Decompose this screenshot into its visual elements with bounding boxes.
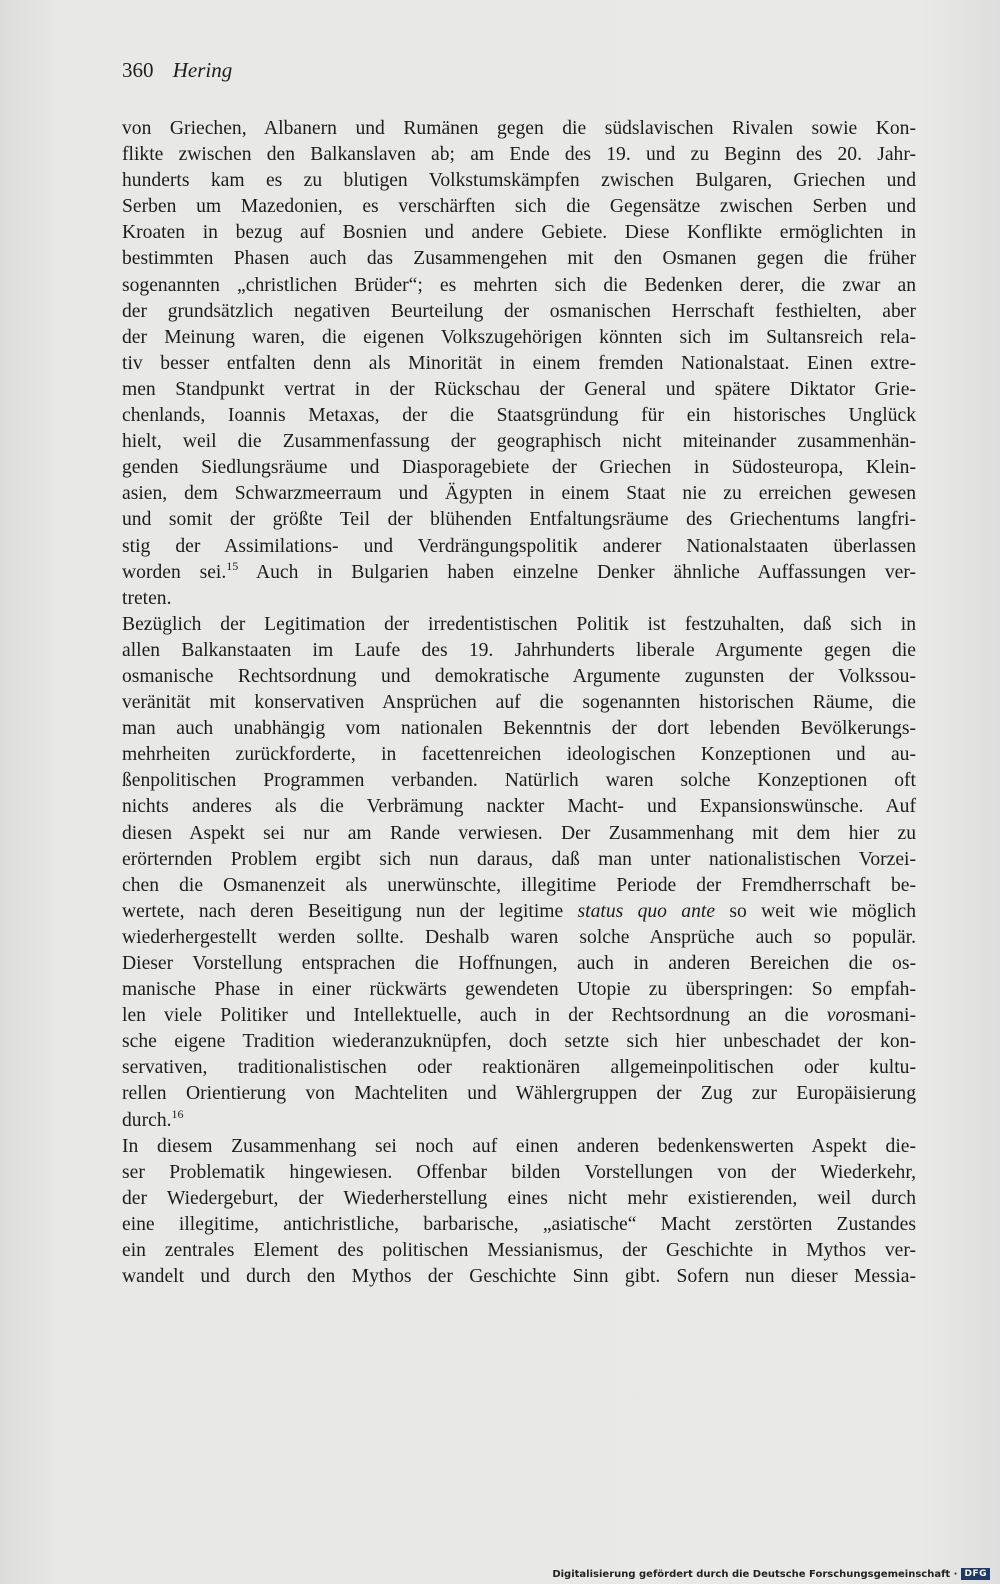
text-line: der grundsätzlich negativen Beurteilung der osmanischen Herrschaft festhielten, aber bbox=[122, 300, 916, 322]
text-line: chenlands, Ioannis Metaxas, der die Staatsgründung für ein historisches Unglück bbox=[122, 405, 916, 427]
text-line: genden Siedlungsräume und Diasporagebiete der Griechen in Südosteuropa, Klein- bbox=[122, 457, 916, 479]
dfg-logo: DFG bbox=[961, 1568, 990, 1580]
text-line: worden sei.$^{15}$ Auch in Bulgarien haben einzelne Denker ähnliche Auffassungen ver- bbox=[122, 559, 916, 583]
text-line: und somit der größte Teil der blühenden Entfaltungsräume des Griechentums langfri- bbox=[122, 509, 916, 531]
text-line: der Wiedergeburt, der Wiederherstellung eines nicht mehr existierenden, weil durch bbox=[122, 1187, 916, 1209]
text-line: men Standpunkt vertrat in der Rückschau der General und spätere Diktator Grie- bbox=[122, 378, 916, 400]
text-line: flikte zwischen den Balkanslaven ab; am Ende des 19. und zu Beginn des 20. Jahr- bbox=[122, 144, 916, 166]
text-line: osmanische Rechtsordnung und demokratische Argumente zugunsten der Volkssou- bbox=[122, 665, 916, 687]
text-line: tiv besser entfalten denn als Minorität in einem fremden Nationalstaat. Einen extre- bbox=[122, 352, 916, 374]
text-line: man auch unabhängig vom nationalen Bekenntnis der dort lebenden Bevölkerungs- bbox=[122, 718, 916, 740]
text-line: manische Phase in einer rückwärts gewendeten Utopie zu überspringen: So empfah- bbox=[122, 979, 916, 1001]
text-line: hunderts kam es zu blutigen Volkstumskämpfen zwischen Bulgaren, Griechen und bbox=[122, 170, 916, 192]
footnote-marker-15: 15 bbox=[226, 559, 239, 573]
text-line: treten. bbox=[122, 587, 172, 609]
text-line: len viele Politiker und Intellektuelle, auch in der Rechtsordnung an die vorosmani- bbox=[122, 1005, 916, 1027]
text-line: hielt, weil die Zusammenfassung der geographisch nicht miteinander zusammenhän- bbox=[122, 431, 916, 453]
text-line: diesen Aspekt sei nur am Rande verwiesen. Der Zusammenhang mit dem hier zu bbox=[122, 822, 916, 844]
text-line: asien, dem Schwarzmeerraum und Ägypten in einem Staat nie zu erreichen gewesen bbox=[122, 483, 916, 505]
text-line: sogenannten „christlichen Brüder“; es mehrten sich die Bedenken derer, die zwar an bbox=[122, 274, 916, 296]
text-line: durch.$^{16}$ bbox=[122, 1107, 184, 1131]
text-line: von Griechen, Albanern und Rumänen gegen die südslavischen Rivalen sowie Kon- bbox=[122, 118, 916, 139]
text-line: ßenpolitischen Programmen verbanden. Natürlich waren solche Konzeptionen oft bbox=[122, 770, 916, 792]
italic-phrase: status quo ante bbox=[577, 900, 716, 922]
text-line: rellen Orientierung von Machteliten und Wählergruppen der Zug zur Europäisierung bbox=[122, 1083, 916, 1105]
text-line: der Meinung waren, die eigenen Volkszugehörigen könnten sich im Sultansreich rela- bbox=[122, 326, 916, 348]
text-line: Dieser Vorstellung entsprachen die Hoffnungen, auch in anderen Bereichen die os- bbox=[122, 953, 916, 974]
text-line: Serben um Mazedonien, es verschärften sich die Gegensätze zwischen Serben und bbox=[122, 196, 916, 218]
text-line: wertete, nach deren Beseitigung nun der legitime status quo ante so weit wie möglich bbox=[122, 900, 916, 922]
text-line: chen die Osmanenzeit als unerwünschte, illegitime Periode der Fremdherrschaft be- bbox=[122, 874, 916, 896]
text-line: sche eigene Tradition wiederanzuknüpfen, doch setzte sich hier unbeschadet der kon- bbox=[122, 1031, 916, 1053]
running-head-author: Hering bbox=[172, 58, 233, 82]
footer-text: Digitalisierung gefördert durch die Deutsche Forschungsgemeinschaft · bbox=[552, 1568, 958, 1580]
digitization-footer bbox=[552, 1568, 990, 1580]
text-line: nichts anderes als die Verbrämung nackter Macht- und Expansionswünsche. Auf bbox=[122, 796, 916, 818]
text-line: servativen, traditionalistischen oder reaktionären allgemeinpolitischen oder kultu- bbox=[122, 1057, 916, 1079]
text-line: bestimmten Phasen auch das Zusammengehen mit den Osmanen gegen die früher bbox=[122, 248, 916, 270]
text-line: wandelt und durch den Mythos der Geschichte Sinn gibt. Sofern nun dieser Messia- bbox=[122, 1266, 916, 1288]
text-line: erörternden Problem ergibt sich nun daraus, daß man unter nationalistischen Vorzei- bbox=[122, 848, 916, 870]
text-line: Bezüglich der Legitimation der irredentistischen Politik ist festzuhalten, daß sich in bbox=[122, 613, 916, 635]
italic-prefix: vor bbox=[826, 1005, 853, 1027]
text-line: eine illegitime, antichristliche, barbarische, „asiatische“ Macht zerstörten Zustandes bbox=[122, 1213, 916, 1235]
text-line: mehrheiten zurückforderte, in facettenreichen ideologischen Konzeptionen und au- bbox=[122, 744, 916, 766]
text-line: ein zentrales Element des politischen Messianismus, der Geschichte in Mythos ver- bbox=[122, 1240, 916, 1262]
text-line: Kroaten in bezug auf Bosnien und andere Gebiete. Diese Konflikte ermöglichten in bbox=[122, 222, 916, 244]
running-header bbox=[122, 56, 232, 84]
body-text bbox=[122, 116, 916, 1290]
page-number: 360 bbox=[122, 58, 154, 82]
text-line: allen Balkanstaaten im Laufe des 19. Jahrhunderts liberale Argumente gegen die bbox=[122, 639, 916, 661]
text-line: wiederhergestellt werden sollte. Deshalb waren solche Ansprüche auch so populär. bbox=[122, 926, 916, 948]
text-line: ser Problematik hingewiesen. Offenbar bilden Vorstellungen von der Wiederkehr, bbox=[122, 1161, 916, 1183]
text-line: In diesem Zusammenhang sei noch auf einen anderen bedenkenswerten Aspekt die- bbox=[122, 1135, 916, 1157]
text-line: veränität mit konservativen Ansprüchen auf die sogenannten historischen Räume, die bbox=[122, 692, 916, 714]
footnote-marker-16: 16 bbox=[171, 1107, 184, 1121]
text-line: stig der Assimilations- und Verdrängungspolitik anderer Nationalstaaten überlassen bbox=[122, 535, 916, 557]
